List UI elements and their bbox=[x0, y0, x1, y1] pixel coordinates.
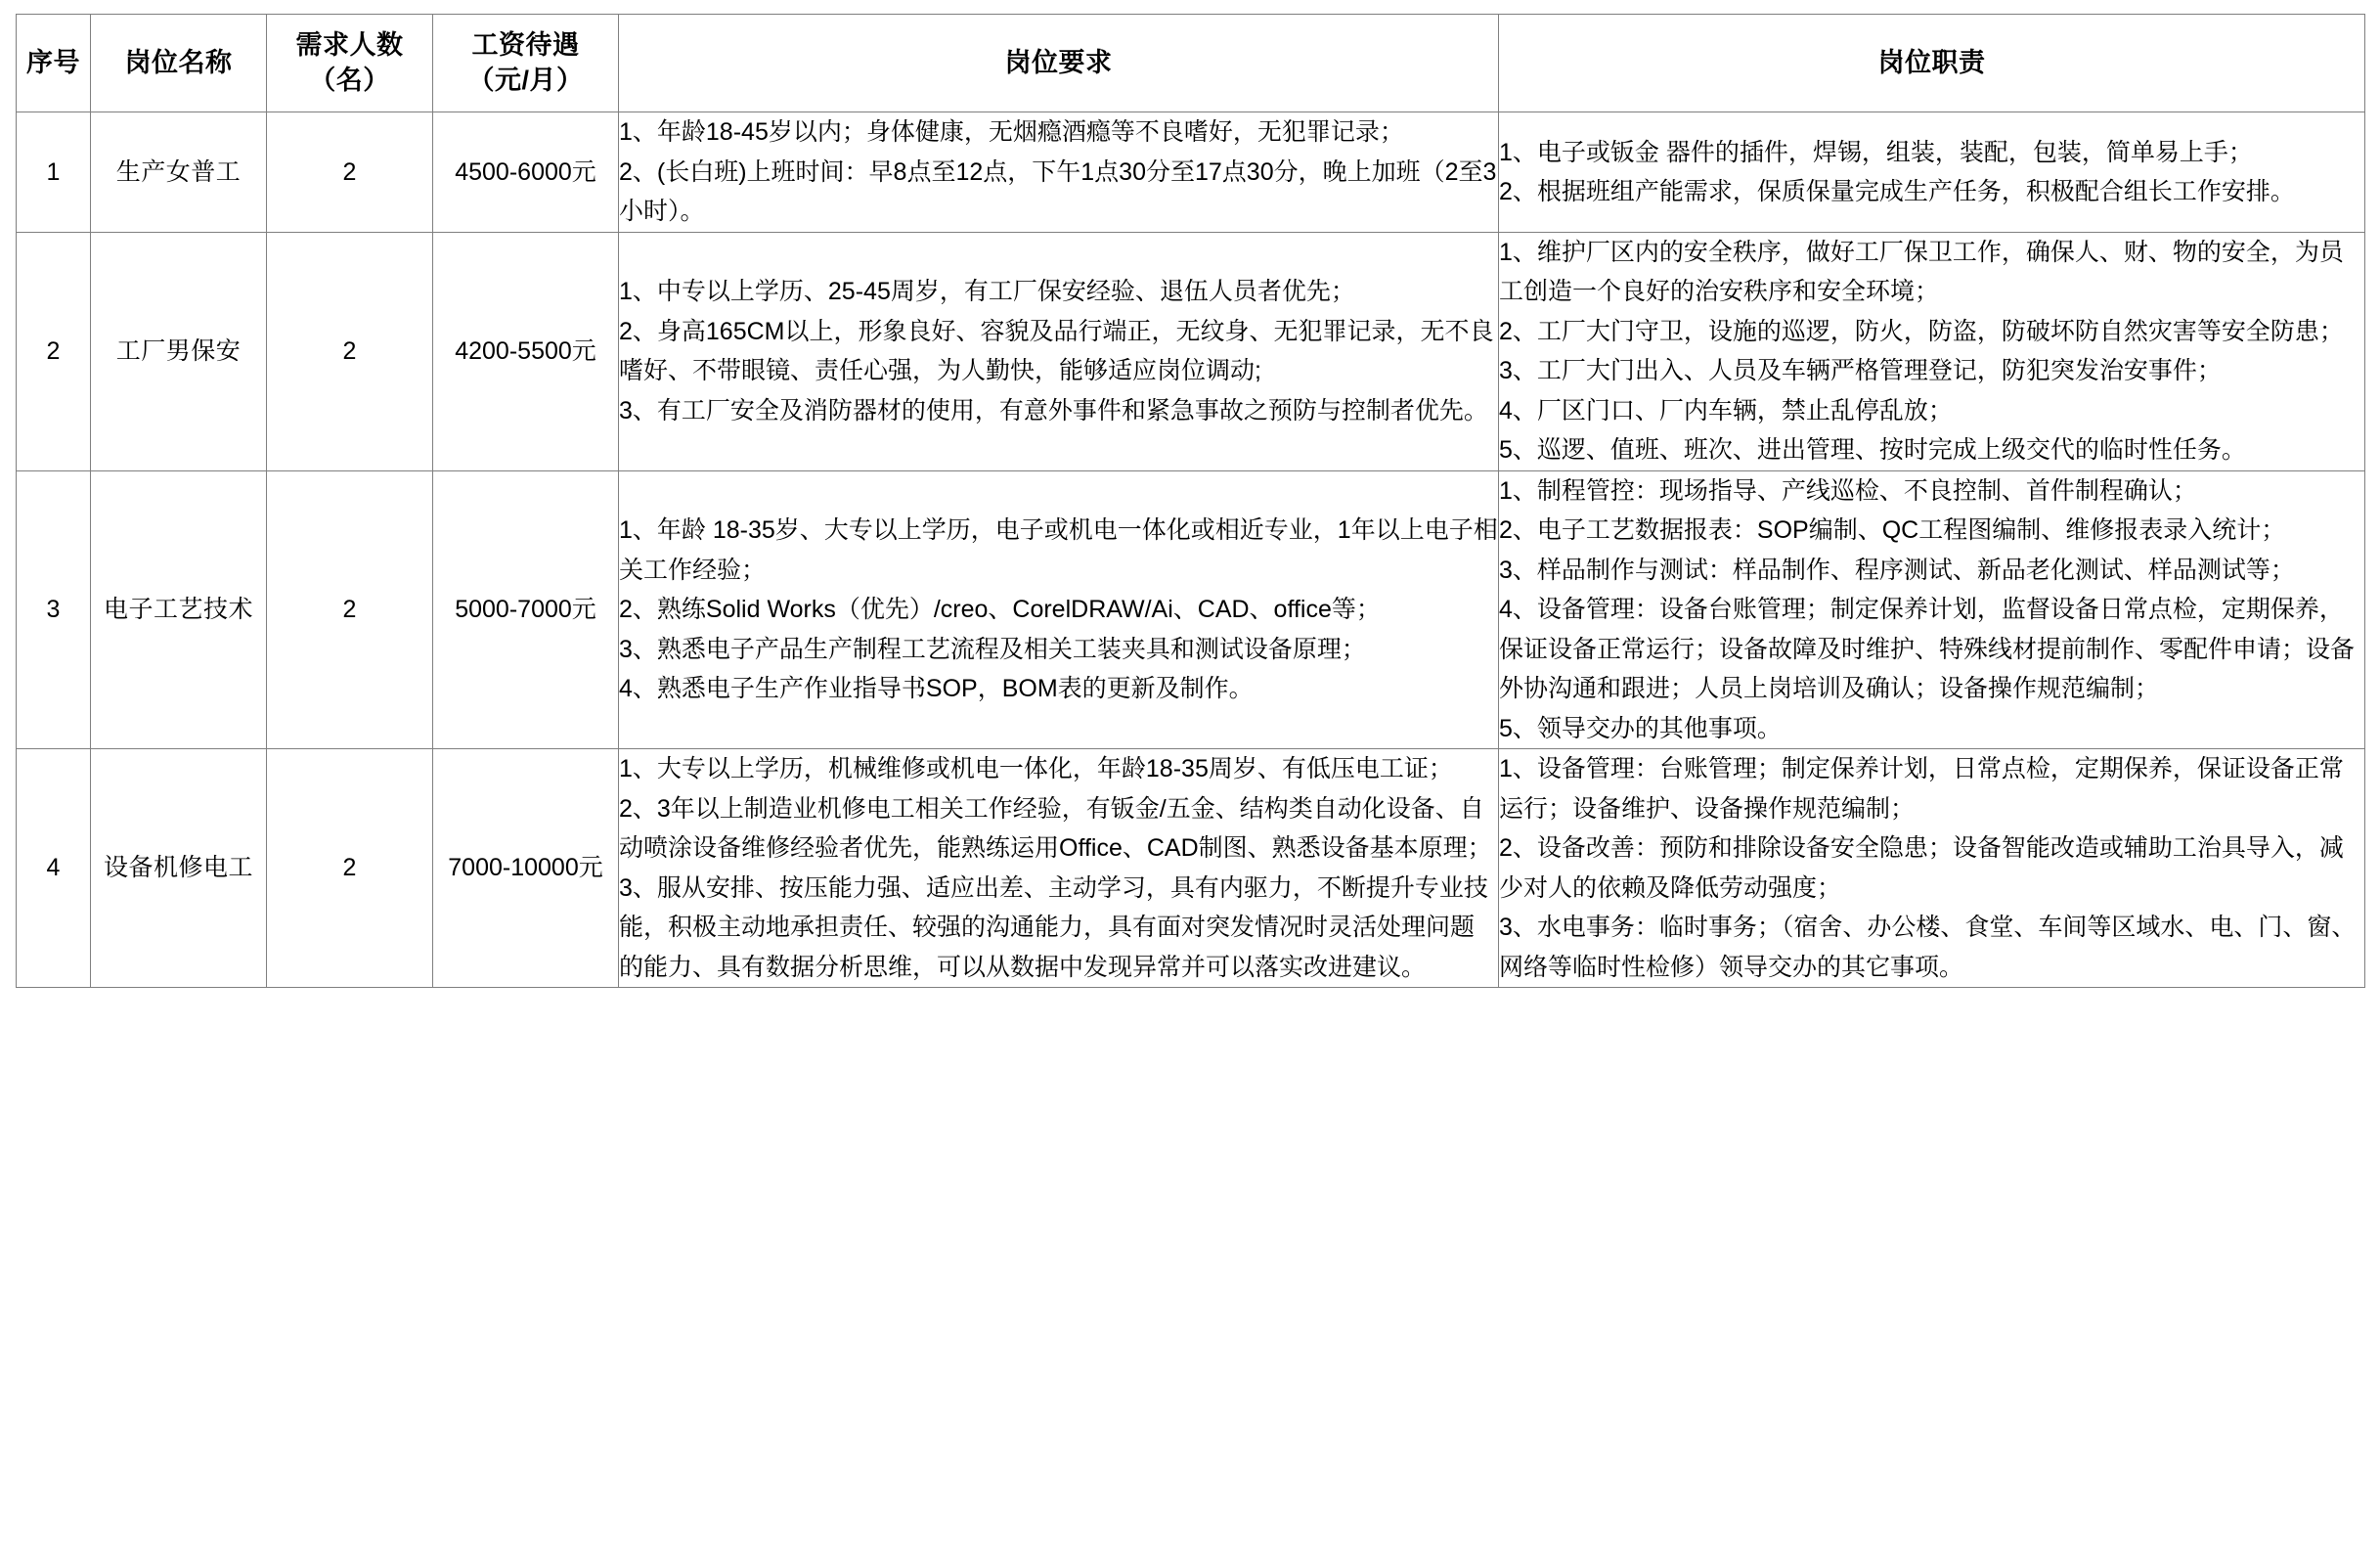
row-salary: 5000-7000元 bbox=[433, 470, 619, 749]
row-index: 3 bbox=[17, 470, 91, 749]
column-header-salary-line2: （元/月） bbox=[467, 65, 584, 95]
row-job-title: 生产女普工 bbox=[91, 112, 267, 233]
row-job-title: 电子工艺技术 bbox=[91, 470, 267, 749]
row-headcount: 2 bbox=[267, 112, 433, 233]
column-header-salary-line1: 工资待遇 bbox=[471, 30, 580, 60]
requirement-item: 1、年龄18-45岁以内；身体健康，无烟瘾酒瘾等不良嗜好，无犯罪记录； bbox=[619, 118, 1404, 147]
row-duties bbox=[1499, 232, 2365, 470]
row-salary: 4500-6000元 bbox=[433, 112, 619, 233]
row-requirements bbox=[619, 112, 1499, 233]
column-header-duties bbox=[1499, 15, 2365, 112]
column-header-index-line1: 序号 bbox=[26, 47, 80, 77]
column-header-headcount-line2: （名） bbox=[309, 65, 390, 95]
table-row bbox=[17, 749, 2365, 988]
row-salary: 7000-10000元 bbox=[433, 749, 619, 988]
table-header-row bbox=[17, 15, 2365, 112]
requirement-item: 4、熟悉电子生产作业指导书SOP，BOM表的更新及制作。 bbox=[619, 675, 1254, 703]
row-requirements bbox=[619, 470, 1499, 749]
duty-item: 4、设备管理：设备台账管理；制定保养计划，监督设备日常点检，定期保养，保证设备正常运行；设备故障及时维护、特殊线材提前制作、零配件申请；设备外协沟通和跟进；人员上岗培训及确认；设备操作规范编制； bbox=[1499, 596, 2356, 703]
column-header-job-title-line1: 岗位名称 bbox=[124, 47, 233, 77]
column-header-salary bbox=[433, 15, 619, 112]
column-header-headcount-line1: 需求人数 bbox=[295, 30, 404, 60]
duty-item: 4、厂区门口、厂内车辆，禁止乱停乱放； bbox=[1499, 396, 1953, 424]
duty-item: 3、工厂大门出入、人员及车辆严格管理登记，防犯突发治安事件； bbox=[1499, 357, 2222, 385]
duty-item: 1、维护厂区内的安全秩序，做好工厂保卫工作，确保人、财、物的安全，为员工创造一个良好的治安秩序和安全环境； bbox=[1499, 238, 2344, 306]
table-row bbox=[17, 232, 2365, 470]
duty-item: 1、电子或钣金 器件的插件，焊锡，组装，装配，包装，简单易上手； bbox=[1499, 138, 2253, 166]
row-job-title: 工厂男保安 bbox=[91, 232, 267, 470]
row-headcount: 2 bbox=[267, 749, 433, 988]
job-listing-table bbox=[16, 14, 2365, 988]
column-header-requirements-line1: 岗位要求 bbox=[1004, 47, 1113, 77]
duty-item: 2、根据班组产能需求，保质保量完成生产任务，积极配合组长工作安排。 bbox=[1499, 178, 2295, 205]
row-duties bbox=[1499, 112, 2365, 233]
requirement-item: 3、有工厂安全及消防器材的使用，有意外事件和紧急事故之预防与控制者优先。 bbox=[619, 396, 1488, 424]
row-duties bbox=[1499, 470, 2365, 749]
duty-item: 5、巡逻、值班、班次、进出管理、按时完成上级交代的临时性任务。 bbox=[1499, 436, 2246, 465]
requirement-item: 2、熟练Solid Works（优先）/creo、CorelDRAW/Ai、CAD、office等； bbox=[619, 596, 1381, 624]
row-requirements bbox=[619, 232, 1499, 470]
row-index: 2 bbox=[17, 232, 91, 470]
table-row bbox=[17, 112, 2365, 233]
row-headcount: 2 bbox=[267, 470, 433, 749]
requirement-item: 3、服从安排、按压能力强、适应出差、主动学习，具有内驱力，不断提升专业技能，积极主动地承担责任、较强的沟通能力，具有面对突发情况时灵活处理问题的能力、具有数据分析思维，可以从数据中发现异常并可以落实改进建议。 bbox=[619, 873, 1488, 981]
requirement-item: 1、年龄 18-35岁、大专以上学历，电子或机电一体化或相近专业，1年以上电子相关工作经验； bbox=[619, 516, 1498, 584]
column-header-job-title bbox=[91, 15, 267, 112]
column-header-requirements bbox=[619, 15, 1499, 112]
requirement-item: 3、熟悉电子产品生产制程工艺流程及相关工装夹具和测试设备原理； bbox=[619, 635, 1366, 663]
duty-item: 3、水电事务：临时事务；（宿舍、办公楼、食堂、车间等区域水、电、门、窗、网络等临时性检修）领导交办的其它事项。 bbox=[1499, 914, 2357, 981]
duty-item: 1、设备管理：台账管理；制定保养计划，日常点检，定期保养，保证设备正常运行；设备维护、设备操作规范编制； bbox=[1499, 755, 2344, 823]
requirement-item: 1、大专以上学历，机械维修或机电一体化，年龄18-35周岁、有低压电工证； bbox=[619, 755, 1453, 783]
requirement-item: 2、3年以上制造业机修电工相关工作经验，有钣金/五金、结构类自动化设备、自动喷涂设备维修经验者优先，能熟练运用Office、CAD制图、熟悉设备基本原理； bbox=[619, 794, 1492, 863]
row-index: 1 bbox=[17, 112, 91, 233]
row-headcount: 2 bbox=[267, 232, 433, 470]
duty-item: 1、制程管控：现场指导、产线巡检、不良控制、首件制程确认； bbox=[1499, 476, 2197, 505]
duty-item: 3、样品制作与测试：样品制作、程序测试、新品老化测试、样品测试等； bbox=[1499, 556, 2295, 584]
duty-item: 2、电子工艺数据报表：SOP编制、QC工程图编制、维修报表录入统计； bbox=[1499, 516, 2286, 545]
table-row bbox=[17, 470, 2365, 749]
requirement-item: 2、(长白班)上班时间：早8点至12点，下午1点30分至17点30分，晚上加班（2至3小时）。 bbox=[619, 157, 1497, 226]
row-job-title: 设备机修电工 bbox=[91, 749, 267, 988]
duty-item: 2、工厂大门守卫，设施的巡逻，防火，防盗，防破坏防自然灾害等安全防患； bbox=[1499, 317, 2344, 345]
row-index: 4 bbox=[17, 749, 91, 988]
duty-item: 5、领导交办的其他事项。 bbox=[1499, 714, 1782, 742]
requirement-item: 2、身高165CM以上，形象良好、容貌及品行端正，无纹身、无犯罪记录，无不良嗜好、不带眼镜、责任心强，为人勤快，能够适应岗位调动; bbox=[619, 317, 1494, 385]
row-requirements bbox=[619, 749, 1499, 988]
column-header-index bbox=[17, 15, 91, 112]
row-salary: 4200-5500元 bbox=[433, 232, 619, 470]
column-header-headcount bbox=[267, 15, 433, 112]
column-header-duties-line1: 岗位职责 bbox=[1877, 47, 1986, 77]
row-duties bbox=[1499, 749, 2365, 988]
duty-item: 2、设备改善：预防和排除设备安全隐患；设备智能改造或辅助工治具导入，减少对人的依赖及降低劳动强度； bbox=[1499, 834, 2344, 902]
requirement-item: 1、中专以上学历、25-45周岁，有工厂保安经验、退伍人员者优先； bbox=[619, 278, 1355, 306]
